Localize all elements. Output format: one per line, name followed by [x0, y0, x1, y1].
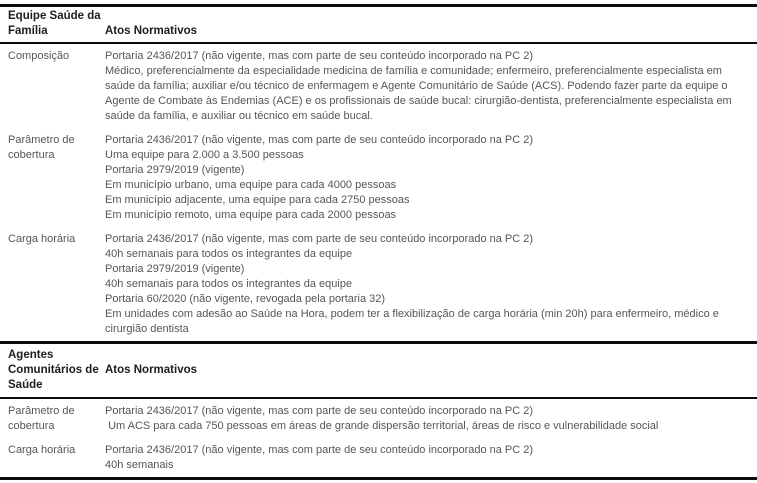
content-line: Em unidades com adesão ao Saúde na Hora, podem ter a flexibilização de carga horária (min 20h) para enfermeiro, médico e cirurgião dentista [105, 308, 722, 335]
normative-acts-table [0, 4, 757, 480]
table-row-parametro-cobertura [0, 128, 757, 227]
content-line: 40h semanais [105, 459, 174, 471]
section-equipe-saude-da-familia [0, 4, 757, 341]
content-line: Portaria 2979/2019 (vigente) [105, 263, 245, 275]
content-line: Portaria 2436/2017 (não vigente, mas com parte de seu conteúdo incorporado na PC 2) [105, 134, 534, 146]
content-line: Portaria 2979/2019 (vigente) [105, 164, 245, 176]
content-line: Em município adjacente, uma equipe para cada 2750 pessoas [105, 194, 410, 206]
atos-normativos-column-header: Atos Normativos [105, 25, 198, 37]
content-line: Portaria 2436/2017 (não vigente, mas com parte de seu conteúdo incorporado na PC 2) [105, 50, 534, 62]
row-label: Parâmetro de cobertura [8, 134, 75, 161]
section-agentes-comunitarios [0, 341, 757, 480]
row-label: Carga horária [8, 444, 76, 456]
table-row-carga-horaria [0, 438, 757, 477]
content-line: Portaria 2436/2017 (não vigente, mas com parte de seu conteúdo incorporado na PC 2) [105, 405, 534, 417]
row-content [105, 133, 757, 223]
row-label: Carga horária [8, 233, 76, 245]
table-row-composicao [0, 44, 757, 128]
content-line: Portaria 60/2020 (não vigente, revogada pela portaria 32) [105, 293, 386, 305]
content-line: Médico, preferencialmente da especialidade medicina de família e comunidade; enfermeiro, preferencialmente especialista em saúde da família; auxiliar e/ou técnico de enfermagem e Agente Comunitário de Saúde (ACS). Podendo fazer parte da equipe o Agente de Combate às Endemias (ACE) e os profissionais de saúde bucal: cirurgião-dentista, preferencialmente especialista em saúde da família, e auxiliar ou técnico em saúde bucal. [105, 65, 735, 122]
content-line: Em município remoto, uma equipe para cada 2000 pessoas [105, 209, 397, 221]
table-row-carga-horaria [0, 227, 757, 341]
row-label: Composição [8, 50, 70, 62]
row-content [105, 443, 757, 473]
content-line: Uma equipe para 2.000 a 3.500 pessoas [105, 149, 304, 161]
row-content [105, 404, 757, 434]
table-row-parametro-cobertura [0, 399, 757, 438]
content-line: 40h semanais para todos os integrantes da equipe [105, 278, 353, 290]
content-line: Em município urbano, uma equipe para cada 4000 pessoas [105, 179, 397, 191]
atos-normativos-column-header: Atos Normativos [105, 364, 198, 376]
row-content [105, 49, 757, 124]
content-line: 40h semanais para todos os integrantes da equipe [105, 248, 353, 260]
content-line: Um ACS para cada 750 pessoas em áreas de grande dispersão territorial, áreas de risco e vulnerabilidade social [105, 420, 659, 432]
section-header-row [0, 344, 757, 399]
content-line: Portaria 2436/2017 (não vigente, mas com parte de seu conteúdo incorporado na PC 2) [105, 233, 534, 245]
section-header-row [0, 7, 757, 44]
content-line: Portaria 2436/2017 (não vigente, mas com parte de seu conteúdo incorporado na PC 2) [105, 444, 534, 456]
section-title: Agentes Comunitários de Saúde [8, 349, 99, 391]
section-title: Equipe Saúde da Família [8, 10, 101, 37]
row-content [105, 232, 757, 337]
row-label: Parâmetro de cobertura [8, 405, 75, 432]
